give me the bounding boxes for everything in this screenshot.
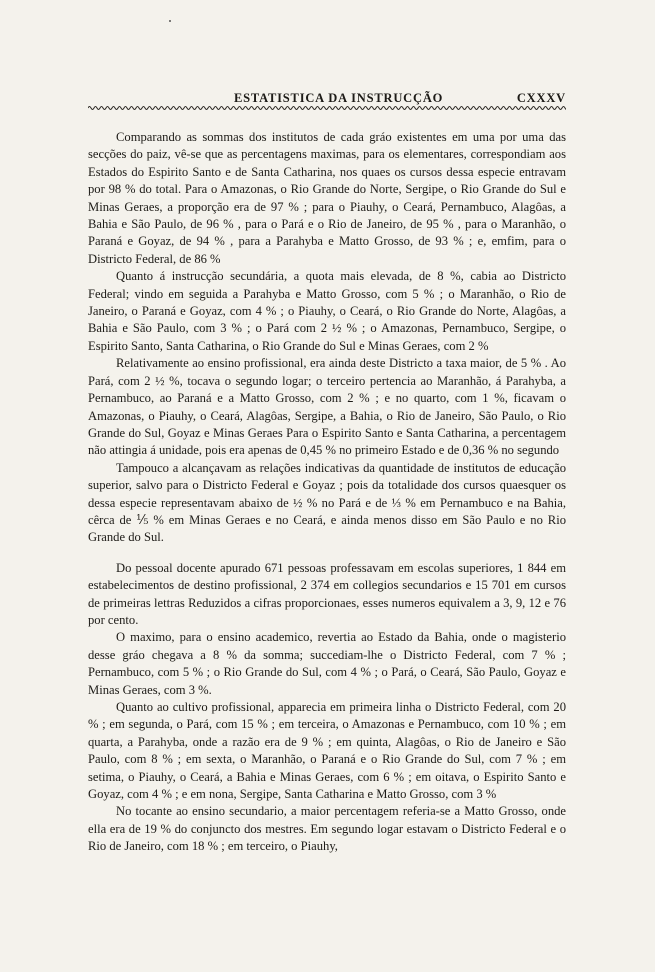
paragraph-5: Do pessoal docente apurado 671 pessoas professavam em escolas superiores, 1 844 em estabelecimentos de destino profissional, 2 374 em collegios secundarios e 15 701 em cursos de primeiras lettras Reduzidos a cifras proporcionaes, esses numeros equivalem a 3, 9, 12 e 76 por cento. [88, 560, 566, 627]
paragraph-2: Quanto á instrucção secundária, a quota mais elevada, de 8 %, cabia ao Districto Federal; vindo em seguida a Parahyba e Matto Grosso, com 5 % ; o Maranhão, o Rio de Janeiro, o Paraná e Goyaz, com 4 % ; o Piauhy, o Ceará, o Rio Grande do Norte, Alagôas, a Bahia e São Paulo, com 3 % ; o Pará com 2 ½ % ; o Amazonas, Pernambuco, Sergipe, o Espirito Santo, Santa Catharina, o Rio Grande do Sul e Minas Geraes, com 2 % [88, 269, 566, 353]
paragraph-3: Relativamente ao ensino profissional, era ainda deste Districto a taxa maior, de 5 % . Ao Pará, com 2 ½ %, tocava o segundo logar; o terceiro pertencia ao Maranhão, á Parahyba, a Pernambuco, ao Paraná e a Matto Grosso, com 2 % ; e no quarto, com 1 %, ficavam o Amazonas, o Piauhy, o Ceará, Alagôas, Sergipe, a Bahia, o Rio de Janeiro, São Paulo, o Rio Grande do Sul, Goyaz e Minas Geraes Para o Espirito Santo e Santa Catharina, a percentagem não attingia á unidade, pois era apenas de 0,45 % no primeiro Estado e de 0,36 % no segundo [88, 356, 566, 458]
page-number: CXXXV [516, 91, 566, 105]
paragraph-6: O maximo, para o ensino academico, revertia ao Estado da Bahia, onde o magisterio desse gráo chegava a 8 % da somma; succediam-lhe o Districto Federal, com 7 % ; Pernambuco, com 5 % ; o Rio Grande do Sul, com 4 % ; o Pará, o Ceará, São Paulo, Goyaz e Minas Geraes, com 3 %. [88, 630, 566, 697]
paragraph-7: Quanto ao cultivo profissional, apparecia em primeira linha o Districto Federal, com 20 % ; em segunda, o Pará, com 15 % ; em terceira, o Amazonas e Pernambuco, com 10 % ; em quarta, a Parahyba, onde a razão era de 9 % ; em quinta, Alagôas, o Rio de Janeiro e São Paulo, com 8 % ; em sexta, o Maranhão, o Paraná e o Rio Grande do Sul, com 7 % ; em setima, o Piauhy, o Ceará, a Bahia e Minas Geraes, com 6 % ; em oitava, o Espirito Santo e Goyaz, com 4 % ; e em nona, Sergipe, Santa Catharina e Matto Grosso, com 3 % [88, 700, 566, 802]
paragraph-8: No tocante ao ensino secundario, a maior percentagem referia-se a Matto Grosso, onde ella era de 19 % do conjuncto dos mestres. Em segundo logar estavam o Districto Federal e o Rio de Janeiro, com 18 % ; em terceiro, o Piauhy, [88, 804, 566, 854]
running-header [88, 89, 566, 115]
page-body [88, 129, 566, 856]
ink-speck [169, 20, 171, 22]
paragraph-4: Tampouco a alcançavam as relações indicativas da quantidade de institutos de educação superior, salvo para o Districto Federal e Goyaz ; pois da totalidade dos cursos quaesquer os dessa especie representavam abaixo de ½ % no Pará e de ⅓ % em Pernambuco e na Bahia, cêrca de ⅕ % em Minas Geraes e no Ceará, e ainda menos disso em São Paulo e no Rio Grande do Sul. [88, 460, 566, 545]
header-title: ESTATISTICA DA INSTRUCÇÃO [234, 91, 444, 105]
paragraph-1: Comparando as sommas dos institutos de cada gráo existentes em uma por uma das secções do paiz, vê-se que as percentagens maximas, para os elementares, correspondiam aos Estados do Espirito Santo e de Santa Catharina, nos quaes os cursos dessa especie entravam por 98 % do total. Para o Amazonas, o Rio Grande do Norte, Sergipe, o Rio Grande do Sul e Minas Geraes, a proporção era de 97 % ; para o Piauhy, o Ceará, Pernambuco, Alagôas, a Bahia e São Paulo, de 96 % , para o Pará e o Rio de Janeiro, de 95 % , para o Maranhão, o Paraná e Goyaz, de 94 % , para a Parahyba e Matto Grosso, de 93 % ; e, emfim, para o Districto Federal, de 86 % [88, 130, 566, 266]
wavy-rule-icon [88, 104, 566, 112]
